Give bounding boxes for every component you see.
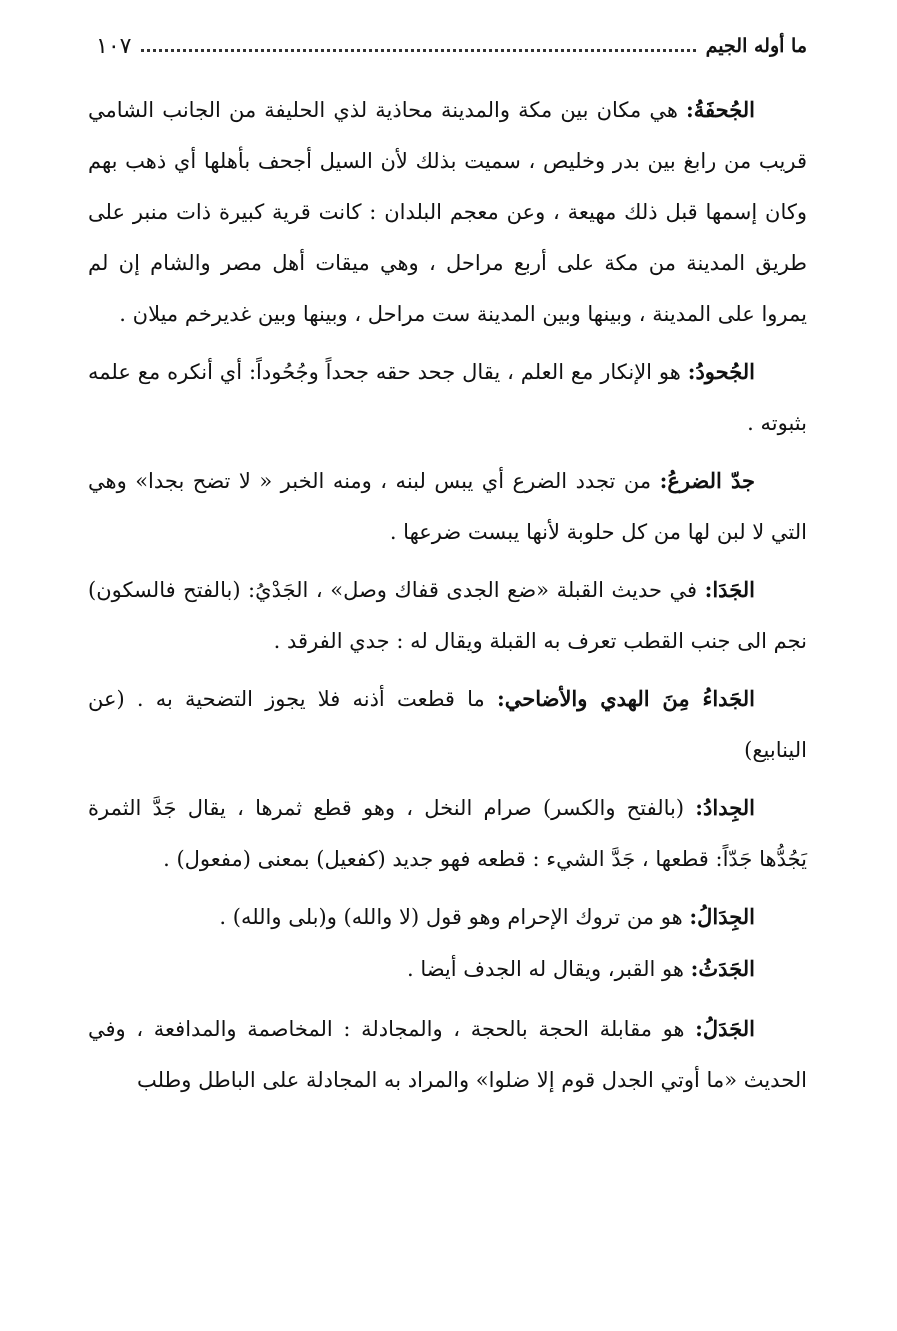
dictionary-entry <box>88 782 807 885</box>
entry-term: الجِدادُ: <box>695 795 755 820</box>
entry-term: الجَدَا: <box>704 577 755 602</box>
dictionary-entry <box>88 891 807 943</box>
entry-term: الجُحودُ: <box>687 359 755 384</box>
dictionary-entry <box>88 1003 807 1106</box>
dictionary-entry <box>88 84 807 340</box>
entry-text: (بالفتح والكسر) صرام النخل ، وهو قطع ثمرها ، يقال جَدَّ الثمرة يَجُدُّها جَدّاً: قطعها ، جَدَّ الشيء : قطعه فهو جديد (كفعيل) بمعنى (مفعول) . <box>88 796 807 871</box>
entry-term: الجَدَثُ: <box>690 956 755 981</box>
dictionary-entry <box>88 673 807 776</box>
page-body <box>88 84 807 1112</box>
dotted-leader <box>141 49 695 52</box>
entry-text: هي مكان بين مكة والمدينة محاذية لذي الحليفة من الجانب الشامي قريب من رابغ بين بدر وخليص ، سميت بذلك لأن السيل أجحف بأهلها أي ذهب بهم وكان إسمها قبل ذلك مهيعة ، وعن معجم البلدان : كانت قرية كبيرة ذات منبر على طريق المدينة من مكة على أربع مراحل ، وهي ميقات أهل مصر والشام إن لم يمروا على المدينة ، وبينها وبين المدينة ست مراحل ، وبينها وبين غديرخم ميلان . <box>88 98 807 326</box>
entry-term: جدّ الضرعُ: <box>659 468 755 493</box>
dictionary-entry <box>88 564 807 667</box>
entry-term: الجِدَالُ: <box>689 904 755 929</box>
entry-text: هو الإنكار مع العلم ، يقال جحد حقه جحداً وجُحُوداً: أي أنكره مع علمه بثبوته . <box>88 360 807 435</box>
entry-text: في حديث القبلة «ضع الجدى قفاك وصل» ، الجَدْيُ: (بالفتح فالسكون) نجم الى جنب القطب تعرف به القبلة ويقال له : جدي الفرقد . <box>88 578 807 653</box>
entry-text: هو القبر، ويقال له الجدف أيضا . <box>406 957 691 981</box>
dictionary-entry <box>88 943 807 995</box>
entry-term: الجَداءُ مِنَ الهدي والأضاحي: <box>496 686 755 711</box>
running-header <box>96 28 807 64</box>
entry-text: هو من تروك الإحرام وهو قول (لا والله) و(بلى والله) . <box>219 905 690 929</box>
entry-text: هو مقابلة الحجة بالحجة ، والمجادلة : المخاصمة والمدافعة ، وفي الحديث «ما أوتي الجدل قوم إلا ضلوا» والمراد به المجادلة على الباطل وطلب <box>88 1017 807 1092</box>
entry-text: ما قطعت أذنه فلا يجوز التضحية به . (عن الينابيع) <box>88 687 807 762</box>
entry-text: من تجدد الضرع أي يبس لبنه ، ومنه الخبر « لا تضح بجدا» وهي التي لا لبن لها من كل حلوبة لأنها يبست ضرعها . <box>88 469 807 544</box>
page-number: ١٠٧ <box>96 33 132 59</box>
entry-term: الجَدَلُ: <box>695 1016 755 1041</box>
dictionary-entry <box>88 455 807 558</box>
entry-term: الجُحفَةُ: <box>686 97 755 122</box>
chapter-title: ما أوله الجيم <box>705 35 807 57</box>
dictionary-entry <box>88 346 807 449</box>
